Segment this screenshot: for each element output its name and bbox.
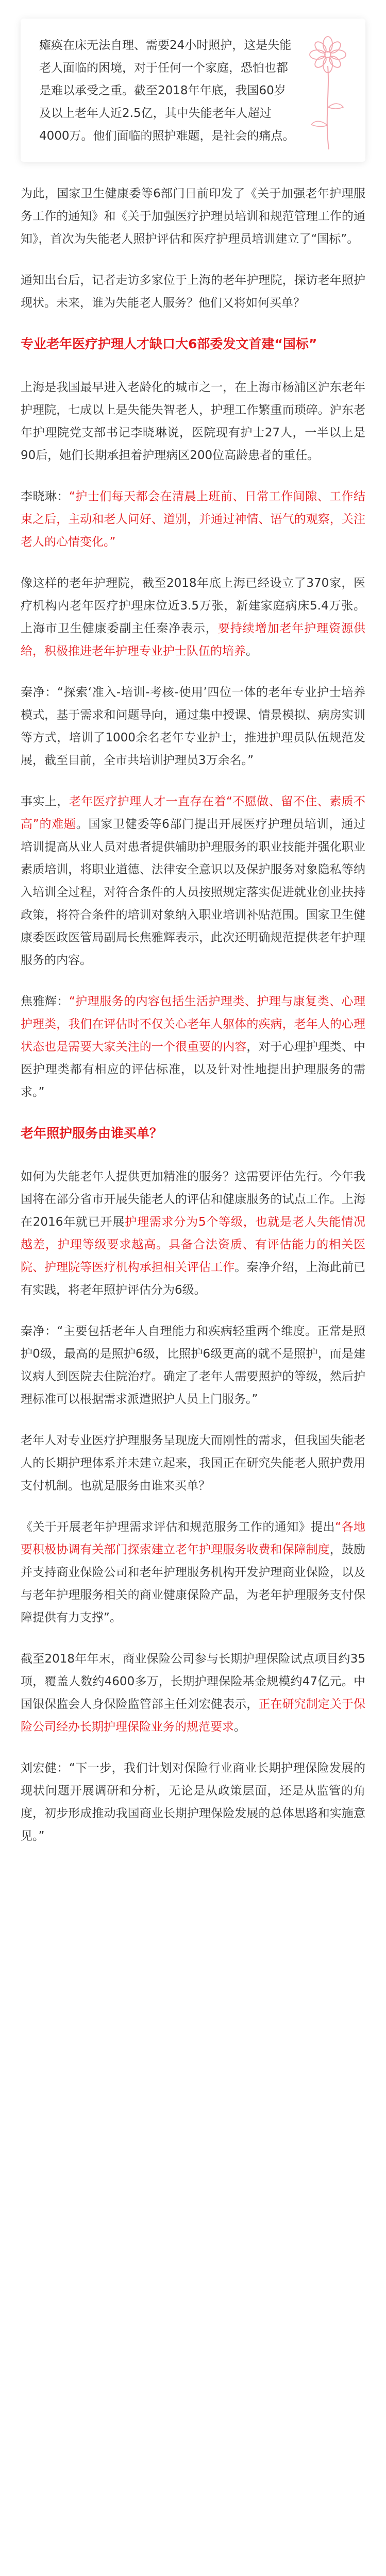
paragraph-12	[21, 1516, 365, 1629]
highlighted-text: 老年医疗护理人才一直存在着“不愿做、留不住、素质不高”的难题	[21, 795, 366, 831]
article-body	[0, 182, 386, 1848]
text-run: ，对于心理护理类、中医护理类都有相应的评估标准，以及针对性地提出护理服务的需求。”	[21, 1040, 366, 1099]
paragraph-6: 秦净：“探索‘准入-培训-考核-使用’四位一体的老年专业护士培养模式，基于需求和问题导向，通过集中授课、情景模拟、病房实训等方式，培训了1000余名老年专业护士，推进护理员队伍规范发展，截至目前，全市共培训护理员3万余名。”	[21, 686, 365, 767]
text-run: 。国家卫健委等6部门提出开展医疗护理员培训，通过培训提高从业人员对患者提供辅助护理服务的职业技能并强化职业素质培训，将职业道德、法律安全意识以及保护服务对象隐私等纳入培训全过程，对符合条件的人员按照规定落实促进就业创业扶持政策，将符合条件的培训对象纳入职业培训补贴范围。国家卫生健康委医政医管局副局长焦雅辉表示，此次还明确规范提供老年护理服务的内容。	[21, 818, 365, 967]
paragraph-10: 秦净：“主要包括老年人自理能力和疾病轻重两个维度。正常是照护0级，最高的是照护6级，比照护6级更高的就不是照护，而是建议病人到医院去住院治疗。确定了老年人需要照护的等级，然后护理标准可以根据需求派遣照护人员上门服务。”	[21, 1325, 365, 1406]
paragraph-3: 上海是我国最早进入老龄化的城市之一，在上海市杨浦区沪东老年护理院，七成以上是失能失智老人，护理工作繁重而琐碎。沪东老年护理院党支部书记李晓琳说，医院现有护士27人，一半以上是90后，她们长期承担着护理病区200位高龄患者的重任。	[21, 381, 365, 462]
highlighted-quote: “护士们每天都会在清晨上班前、日常工作间隙、工作结束之后，主动和老人问好、道别，并通过神情、语气的观察，关注老人的心情变化。”	[21, 490, 366, 549]
text-run: 事实上，	[21, 795, 69, 808]
section-heading-1: 专业老年医疗护理人才缺口大6部委发文首建“国标”	[21, 336, 317, 351]
paragraph-9	[21, 1165, 365, 1301]
paragraph-5	[21, 572, 365, 663]
text-run: 。	[246, 645, 258, 658]
paragraph-11: 老年人对专业医疗护理服务呈现庞大而刚性的需求，但我国失能老人的长期护理体系并未建立起来，我国正在研究失能老人照护费用支付机制。也就是服务由谁来买单？	[21, 1434, 365, 1493]
highlighted-text: 正在研究制定关于保险公司经办长期护理保险业务的规范要求	[21, 1698, 366, 1734]
text-run: 。秦净介绍，上海此前已有实践，将老年照护评估分为6级。	[21, 1261, 366, 1297]
paragraph-4	[21, 485, 365, 553]
speaker-label: 焦雅辉：	[21, 995, 69, 1008]
highlighted-text: 护理需求分为5个等级，也就是老人失能情况越差，护理等级要求越高。具备合法资质、有评估能力的相关医院、护理院等医疗机构承担相关评估工作	[21, 1215, 365, 1274]
paragraph-8	[21, 990, 365, 1104]
intro-card	[21, 19, 365, 162]
paragraph-2: 通知出台后，记者走访多家位于上海的老年护理院，探访老年照护现状。未来，谁为失能老人服务？他们又将如何买单？	[21, 274, 365, 310]
section-heading-2: 老年照护服务由谁买单？	[21, 1126, 163, 1141]
paragraph-14: 刘宏健：“下一步，我们计划对保险行业商业长期护理保险发展的现状问题开展调研和分析，无论是从政策层面，还是从监管的角度，初步形成推动我国商业长期护理保险发展的总体思路和实施意见。”	[21, 1761, 365, 1843]
text-run: 截至2018年年末，商业保险公司参与长期护理保险试点项目约35项，覆盖人数约4600多万，长期护理保险基金规模约47亿元。中国银保监会人身保险监管部主任刘宏健表示，	[21, 1652, 365, 1711]
intro-text: 瘫痪在床无法自理、需要24小时照护，这是失能老人面临的困境，对于任何一个家庭，恐怕也都是难以承受之重。截至2018年年底，我国60岁及以上老年人近2.5亿，其中失能老年人超过4000万。他们面临的照护难题，是社会的痛点。	[39, 39, 295, 143]
article-page	[0, 19, 386, 1848]
text-run: 。	[234, 1720, 246, 1734]
flower-decoration-icon	[303, 30, 352, 154]
highlighted-text: “各地要积极协调有关部门探索建立老年护理服务收费和保障制度	[21, 1520, 366, 1556]
text-run: 像这样的老年护理院，截至2018年底上海已经设立了370家，医疗机构内老年医疗护理床位近3.5万张，新建家庭病床5.4万张。上海市卫生健康委副主任秦净表示，	[21, 577, 365, 635]
paragraph-13	[21, 1648, 365, 1738]
text-run: 《关于开展老年护理需求评估和规范服务工作的通知》提出	[21, 1520, 335, 1534]
text-run: 如何为失能老年人提供更加精准的服务？这需要评估先行。今年我国将在部分省市开展失能老人的评估和健康服务的试点工作。上海在2016年就已开展	[21, 1170, 365, 1229]
paragraph-1: 为此，国家卫生健康委等6部门日前印发了《关于加强老年护理服务工作的通知》和《关于加强医疗护理员培训和规范管理工作的通知》，首次为失能老人照护评估和医疗护理员培训建立了“国标”。	[21, 187, 365, 246]
highlighted-text: 要持续增加老年护理资源供给，积极推进老年护理专业护士队伍的培养	[21, 622, 366, 658]
speaker-label: 李晓琳：	[21, 490, 69, 503]
text-run: ，鼓励并支持商业保险公司和老年护理服务机构开发护理商业保险，以及与老年护理服务相关的商业健康保险产品，为老年护理服务支付保障提供有力支撑”。	[21, 1543, 366, 1624]
paragraph-7	[21, 790, 365, 972]
highlighted-quote: “护理服务的内容包括生活护理类、护理与康复类、心理护理类，我们在评估时不仅关心老年人躯体的疾病，老年人的心理状态也是需要大家关注的一个很重要的内容	[21, 995, 366, 1054]
